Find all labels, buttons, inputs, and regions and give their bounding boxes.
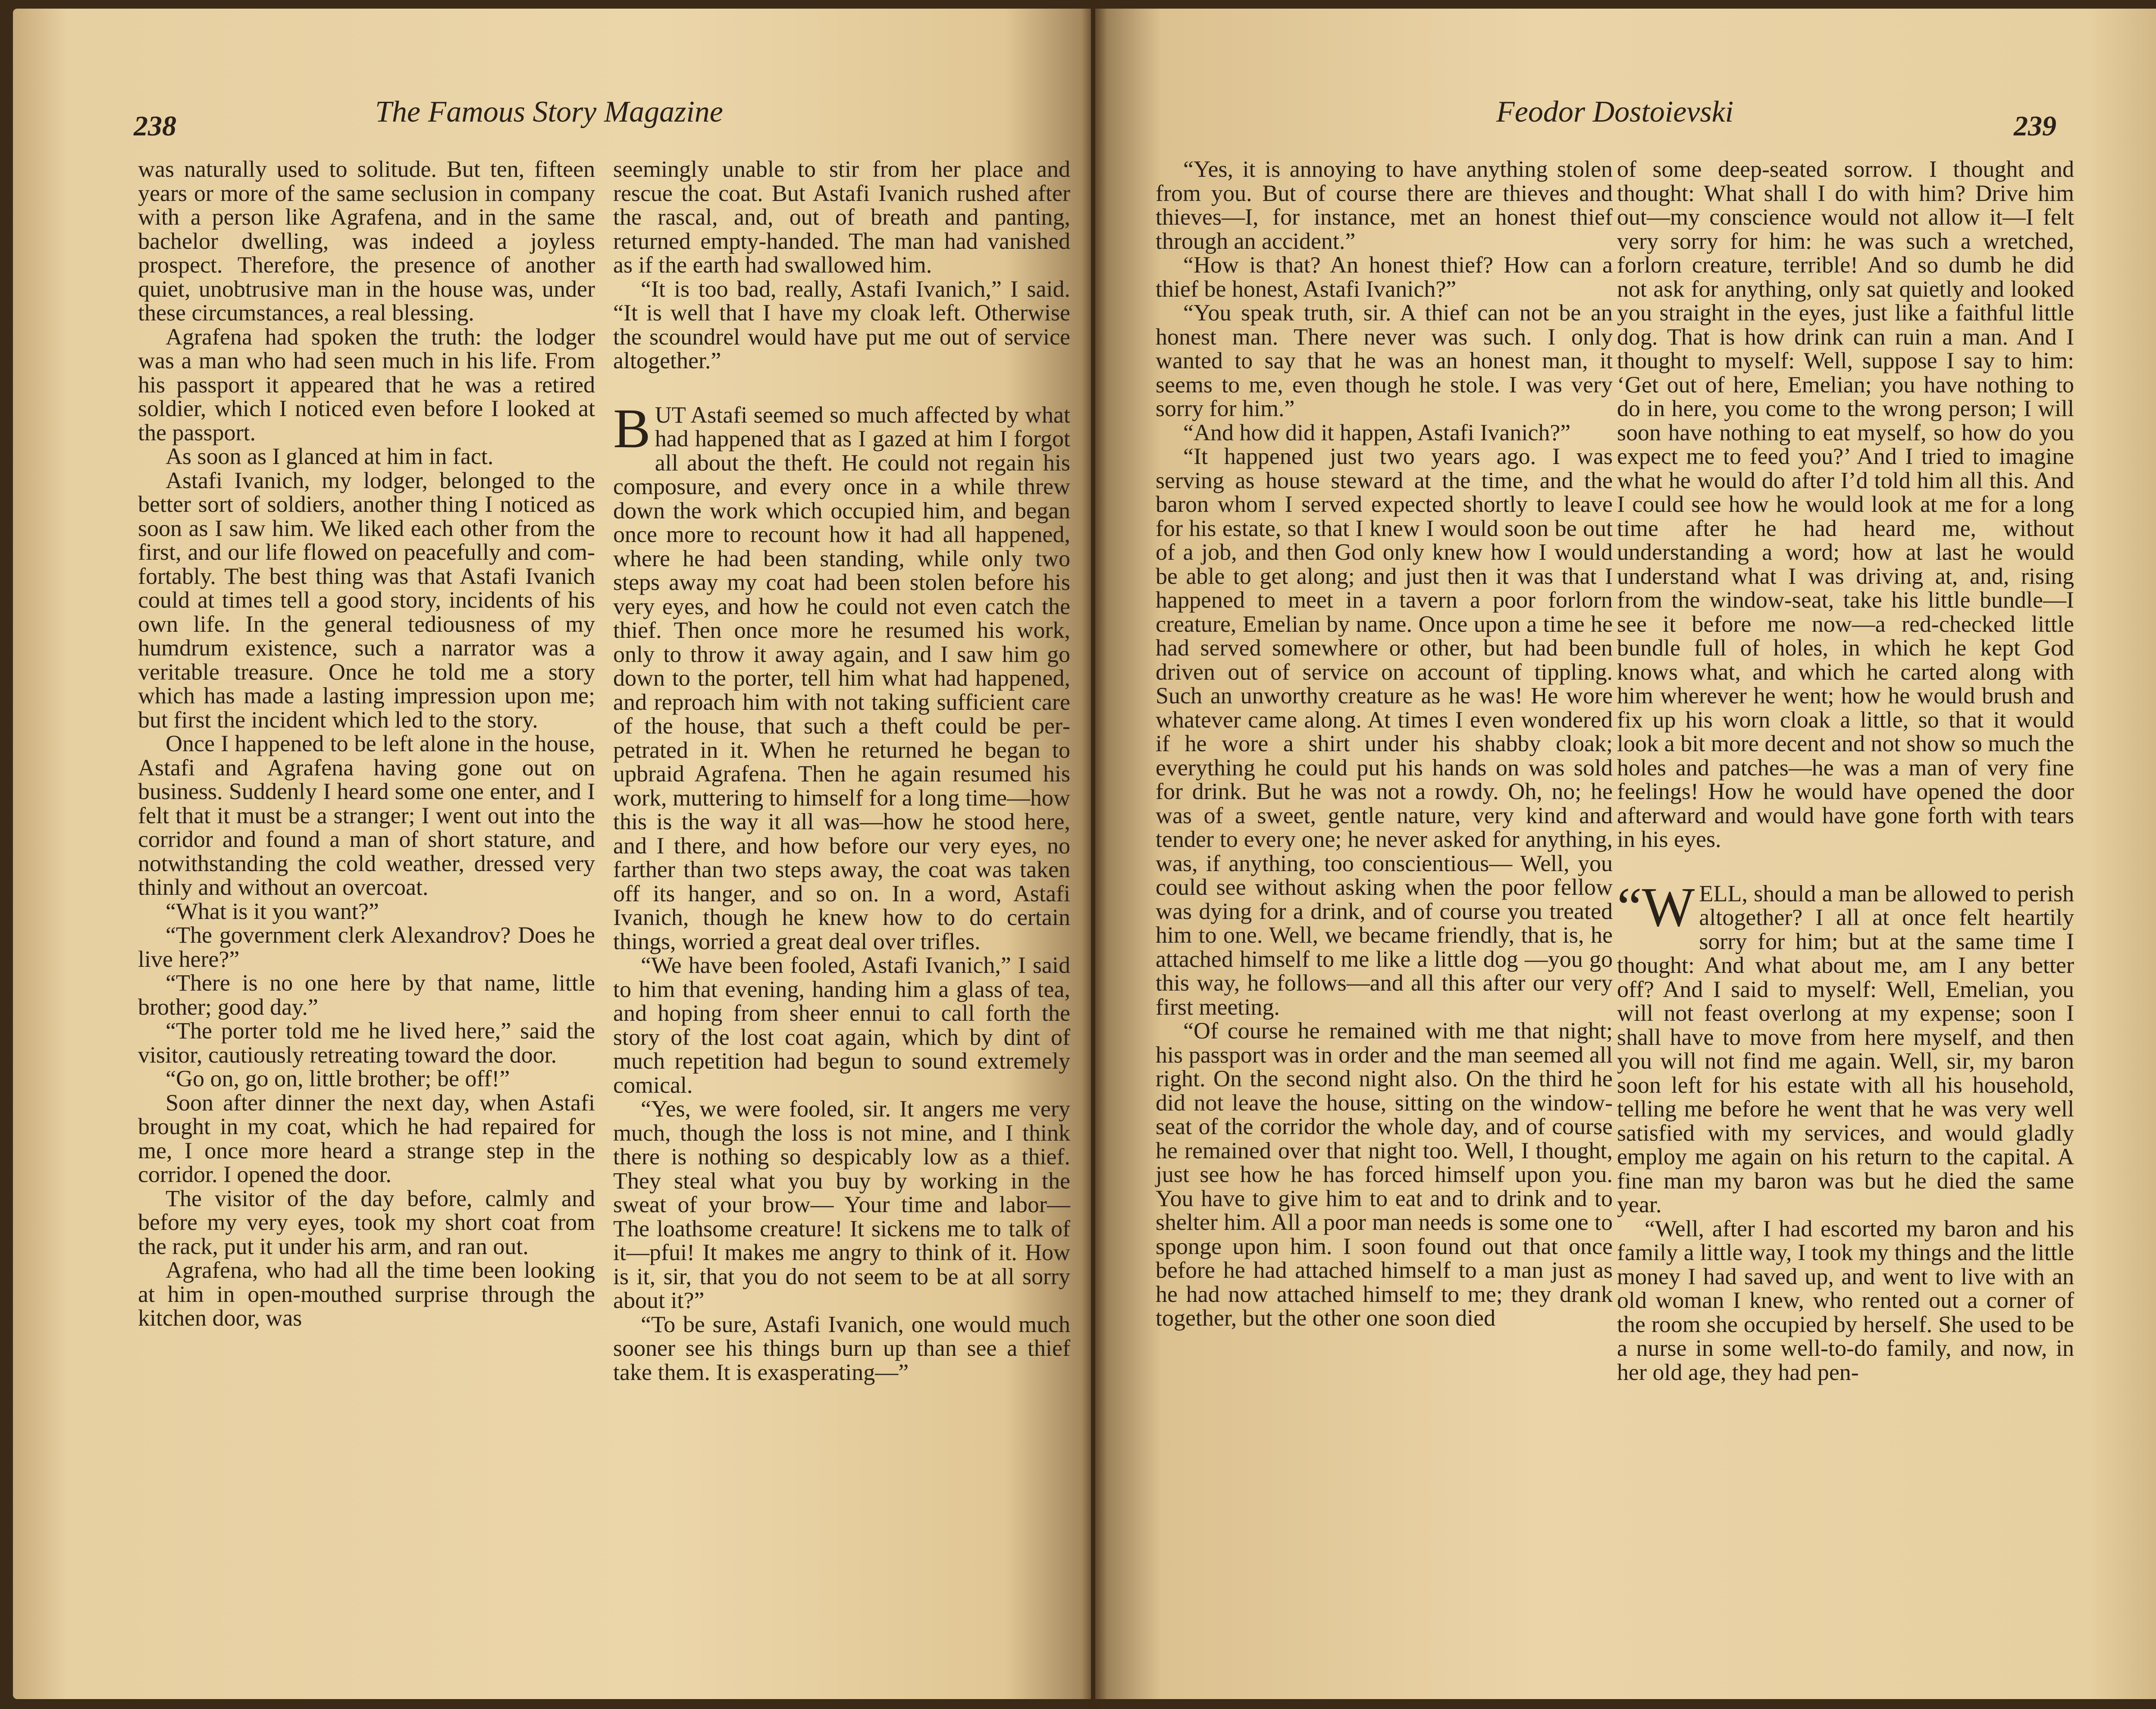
paragraph: “And how did it happen, Astafi Ivanich?” bbox=[1183, 419, 1571, 445]
paragraph: was naturally used to solitude. But ten, fifteen years or more of the same seclusion in company with a person like Agrafena, and in the same bachelor dwelling, was indeed a joyless prospect. Therefore, the presence of another quiet, unobtrusive man in the house was, under these circumstances, a real blessing. bbox=[138, 156, 595, 326]
drop-cap: B bbox=[613, 397, 651, 460]
right-page bbox=[1095, 9, 2156, 1699]
paragraph: “How is that? An honest thief? How can a thief be honest, Astafi Ivanich?” bbox=[1156, 252, 1613, 302]
paragraph: “It happened just two years ago. I was serving as house steward at the time, and the baron whom I served expected shortly to leave for his estate, so that I knew I would soon be out of a job, and then God only knew how I would be able to get along; and just then it was that I happened to meet in a tavern a poor forlorn creature, Emelian by name. Once upon a time he had served somewhere or other, but had been driven out of service on account of tippling. Such an unworthy creature as he was! He wore whatever came along. At times I even wondered if he wore a shirt under his shabby cloak; everything he could put his hands on was sold for drink. But he was not a rowdy. Oh, no; he was of a sweet, gentle nature, very kind and tender to every one; he never asked for anything, was, if anything, too conscientious— Well, you could see without asking when the poor fellow was dying for a drink, and of course you treated him to one. Well, we became friendly, that is, he attached himself to me like a little dog —you go this way, he follows—and all this after our very first meeting. bbox=[1156, 443, 1613, 1020]
running-head: The Famous Story Magazine bbox=[375, 95, 723, 129]
left-page bbox=[13, 9, 1091, 1699]
paragraph: “To be sure, Astafi Ivanich, one would much sooner see his things burn up than see a thief take them. It is exasperating—” bbox=[613, 1311, 1070, 1385]
paragraph: “Yes, we were fooled, sir. It angers me very much, though the loss is not mine, and I think there is nothing so despicably low as a thief. They steal what you buy by working in the sweat of your brow— Your time and labor— The loathsome creature! It sickens me to talk of it—pfui! It makes me angry to think of it. How is it, sir, that you do not seem to be at all sorry about it?” bbox=[613, 1096, 1070, 1313]
text-column-right bbox=[1617, 157, 2074, 1384]
paragraph: “You speak truth, sir. A thief can not be an honest man. There never was such. I only wanted to say that he was an honest man, it seems to me, even though he stole. I was very sorry for him.” bbox=[1156, 300, 1613, 421]
running-head: Feodor Dostoievski bbox=[1496, 95, 1734, 129]
paragraph: “Yes, it is annoying to have anything stolen from you. But of course there are thieves and thieves—I, for instance, met an honest thief through an accident.” bbox=[1156, 156, 1613, 254]
paragraph: Once I happened to be left alone in the house, Astafi and Agrafena having gone out on business. Suddenly I heard some one enter, and I felt that it must be a stranger; I went out into the corridor and found a man of short stature, and notwithstanding the cold weather, dressed very thinly and without an overcoat. bbox=[138, 731, 595, 900]
text-column-left bbox=[138, 157, 595, 1330]
paragraph: “The government clerk Alexandrov? Does he live here?” bbox=[138, 922, 595, 972]
page-number: 239 bbox=[2014, 110, 2056, 142]
paragraph-text: ELL, should a man be allowed to perish altogether? I all at once felt heartily sorry for him; but at the same time I thought: And what about me, am I any better off? And I said to myself: Well, Emelian, you will not feast overlong at my expense; soon I shall have to move from here myself, and then you will not find me again. Well, sir, my baron soon left for his estate with all his household, telling me before he went that he was very well satisfied with my services, and would gladly employ me again on his return to the capital. A fine man my baron was but he died the same year. bbox=[1617, 880, 2074, 1217]
book-gutter bbox=[1081, 0, 1107, 1709]
paragraph: “There is no one here by that name, little brother; good day.” bbox=[138, 970, 595, 1020]
paragraph: “Well, after I had escorted my baron and his family a little way, I took my things and the little money I had saved up, and went to live with an old woman I knew, who rented out a corner of the room she occupied by herself. She used to be a nurse in some well-to-do family, and now, in her old age, they had pen- bbox=[1617, 1215, 2074, 1385]
paragraph: “Go on, go on, little brother; be off!” bbox=[166, 1066, 510, 1091]
section-opening bbox=[1617, 876, 2074, 1217]
paragraph: “Of course he remained with me that night; his passport was in order and the man seemed all right. On the second night also. On the third he did not leave the house, sitting on the window-seat of the corridor the whole day, and of course he remained over that night too. Well, I thought, just see how he has forced himself upon you. You have to give him to eat and to drink and to shelter him. All a poor man needs is some one to sponge upon him. I soon found out that once before he had attached himself to a man just as he had now attached himself to me; they drank together, but the other one soon died bbox=[1156, 1018, 1613, 1331]
drop-cap: “W bbox=[1617, 876, 1695, 938]
paragraph: “We have been fooled, Astafi Ivanich,” I said to him that evening, handing him a glass of tea, and hoping from sheer ennui to call forth the story of the lost coat again, which by dint of much repetition had begun to sound extremely comical. bbox=[613, 952, 1070, 1098]
page-number: 238 bbox=[134, 110, 176, 142]
paragraph: As soon as I glanced at him in fact. bbox=[166, 443, 494, 469]
paragraph: seemingly unable to stir from her place and rescue the coat. But Astafi Ivanich rushed after the rascal, and, out of breath and panting, returned empty-handed. The man had vanished as if the earth had swallowed him. bbox=[613, 156, 1070, 278]
paragraph: “It is too bad, really, Astafi Ivanich,” I said. “It is well that I have my cloak left. Otherwise the scoundrel would have put me out of service altogether.” bbox=[613, 276, 1070, 373]
paragraph: “The porter told me he lived here,” said the visitor, cautiously retreating toward the door. bbox=[138, 1018, 595, 1068]
text-column-right bbox=[613, 157, 1070, 1384]
paragraph: “What is it you want?” bbox=[166, 898, 379, 924]
paragraph: Agrafena, who had all the time been looking at him in open-mouthed surprise through the kitchen door, was bbox=[138, 1257, 595, 1331]
paragraph: Soon after dinner the next day, when Astafi brought in my coat, which he had repaired for me, I once more heard a strange step in the corridor. I opened the door. bbox=[138, 1089, 595, 1187]
section-opening bbox=[613, 397, 1070, 954]
paragraph: of some deep-seated sorrow. I thought and thought: What shall I do with him? Drive him out—my conscience would not allow it—I felt very sorry for him: he was such a wretched, forlorn creature, terrible! And so dumb he did not ask for anything, only sat quietly and looked you straight in the eyes, just like a faithful little dog. That is how drink can ruin a man. And I thought to myself: Well, suppose I say to him: ‘Get out of here, Emelian; you have nothing to do in here, you come to the wrong person; I will soon have nothing to eat myself, so how do you expect me to feed you?’ And I tried to imagine what he would do after I’d told him all this. And I could see how he would look at me for a long time after he had heard me, without understanding a word; how at last he would understand what I was driving at, and, rising from the window-seat, take his little bundle—I see it before me now—a red-checked little bundle full of holes, in which he kept God knows what, and which he carted along with him wherever he went; how he would brush and fix up his worn cloak a little, so that it would look a bit more decent and not show so much the holes and patches—he was a man of very fine feelings! How he would have opened the door afterward and would have gone forth with tears in his eyes. bbox=[1617, 156, 2074, 852]
paragraph: The visitor of the day before, calmly and before my very eyes, took my short coat from the rack, put it under his arm, and ran out. bbox=[138, 1185, 595, 1259]
text-column-left bbox=[1156, 157, 1613, 1330]
paragraph: Agrafena had spoken the truth: the lodger was a man who had seen much in his life. From his passport it appeared that he was a retired soldier, which I noticed even before I looked at the passport. bbox=[138, 323, 595, 445]
paragraph: Astafi Ivanich, my lodger, belonged to the better sort of soldiers, another thing I noticed as soon as I saw him. We liked each other from the first, and our life flowed on peacefully and comfortably. The best thing was that Astafi Ivanich could at times tell a good story, incidents of his own life. In the general tediousness of my humdrum existence, such a narrator was a veritable treasure. Once he told me a story which has made a lasting impression upon me; but first the incident which led to the story. bbox=[138, 467, 595, 733]
paragraph-text: UT Astafi seemed so much affected by what had happened that as I gazed at him I forgot all about the theft. He could not regain his composure, and every once in a while threw down the work which occupied him, and began once more to recount how it had all happened, where he had been standing, while only two steps away my coat had been stolen before his very eyes, and how he could not even catch the thief. Then once more he resumed his work, only to throw it away again, and I saw him go down to the porter, tell him what had happened, and reproach him with not taking sufficient care of the house, that such a theft could be perpetrated in it. When he returned he began to upbraid Agrafena. Then he again resumed his work, muttering to himself for a long time—how this is the way it all was—how he stood here, and I there, and how before our very eyes, no farther than two steps away, the coat was taken off its hanger, and so on. In a word, Astafi Ivanich, though he knew how to do certain things, worried a great deal over trifles. bbox=[613, 401, 1070, 954]
